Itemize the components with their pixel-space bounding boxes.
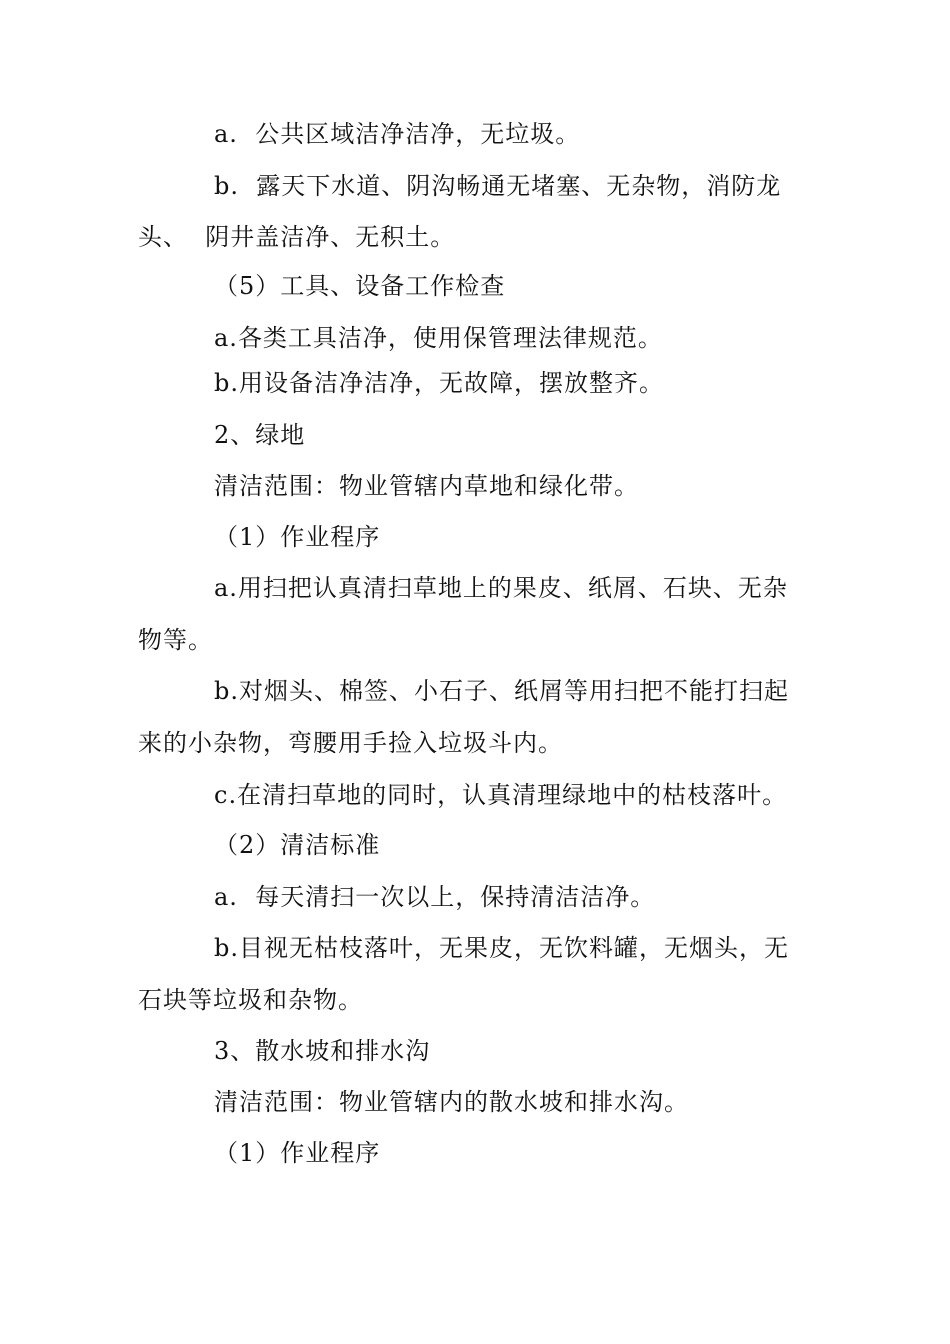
section-heading: （1）作业程序 bbox=[214, 523, 381, 551]
text-line: 物等。 bbox=[138, 626, 213, 654]
text-line: 头、 阴井盖洁净、无积土。 bbox=[138, 223, 456, 251]
text-line: 来的小杂物，弯腰用手捡入垃圾斗内。 bbox=[138, 729, 563, 757]
text-line: c.在清扫草地的同时，认真清理绿地中的枯枝落叶。 bbox=[214, 781, 788, 809]
text-line: 清洁范围：物业管辖内草地和绿化带。 bbox=[214, 472, 639, 500]
section-heading: 3、散水坡和排水沟 bbox=[214, 1037, 431, 1065]
text-line: b. 露天下水道、阴沟畅通无堵塞、无杂物，消防龙 bbox=[214, 172, 782, 200]
section-heading: （1）作业程序 bbox=[214, 1139, 381, 1167]
text-line: b.目视无枯枝落叶，无果皮，无饮料罐，无烟头，无 bbox=[214, 934, 789, 962]
section-heading: 2、绿地 bbox=[214, 421, 306, 449]
text-line: a.用扫把认真清扫草地上的果皮、纸屑、石块、无杂 bbox=[214, 574, 788, 602]
text-line: b.对烟头、棉签、小石子、纸屑等用扫把不能打扫起 bbox=[214, 677, 789, 705]
text-line: 石块等垃圾和杂物。 bbox=[138, 986, 363, 1014]
text-line: a.各类工具洁净，使用保管理法律规范。 bbox=[214, 324, 663, 352]
text-line: a. 每天清扫一次以上，保持清洁洁净。 bbox=[214, 883, 656, 911]
text-line: b.用设备洁净洁净，无故障，摆放整齐。 bbox=[214, 369, 664, 397]
text-line: 清洁范围：物业管辖内的散水坡和排水沟。 bbox=[214, 1088, 689, 1116]
section-heading: （5）工具、设备工作检查 bbox=[214, 272, 506, 300]
section-heading: （2）清洁标准 bbox=[214, 831, 381, 859]
text-line: a. 公共区域洁净洁净，无垃圾。 bbox=[214, 120, 581, 148]
